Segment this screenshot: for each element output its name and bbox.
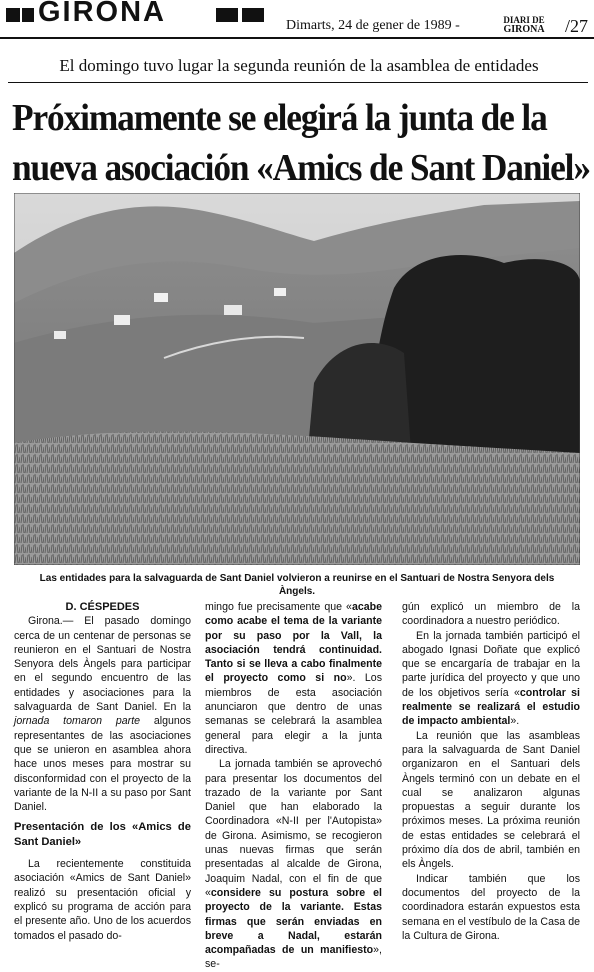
text-run-italic: jornada tomaron parte — [14, 715, 141, 728]
section-marker-square — [22, 8, 34, 22]
article-column-3 — [402, 600, 580, 943]
article-column-1 — [14, 600, 191, 943]
text-run: ». Los miembros de esta asociación anunciaron que dentro de unas semanas se celebrará la asamblea general para elegir a la junta directiva. — [205, 672, 382, 756]
section-marker-block — [216, 8, 238, 22]
section-marker-square — [6, 8, 20, 22]
issue-date: Dimarts, 24 de gener de 1989 - — [286, 18, 460, 33]
kicker-rule — [8, 82, 588, 83]
text-run: En la jornada también participó el abogado Ignasi Doñate que explicó que se encargaría de trabajar en la parte jurídica del proyecto y que uno de los objetivos sería « — [402, 629, 580, 699]
caption-line-2: Àngels. — [278, 586, 316, 597]
caption-line-1: Las entidades para la salvaguarda de Sant Daniel volvieron a reunirse en el Santuari de Nostra Senyora dels — [39, 573, 555, 584]
kicker: El domingo tuvo lugar la segunda reunión de la asamblea de entidades — [59, 56, 539, 75]
headline-line-2: nueva asociación «Amics de Sant Daniel» — [12, 147, 590, 189]
paragraph — [14, 614, 191, 814]
headline-line-1: Próximamente se elegirá la junta de la — [12, 97, 547, 139]
section-title: GIRONA — [38, 0, 166, 28]
text-run-bold: considere su postura sobre el proyecto de la variante. Estas firmas que serán enviadas en breve a Nadal, estarán acompañadas de un manifiesto — [205, 886, 382, 957]
text-run: La jornada también se aprovechó para presentar los documentos del trazado de la variante por Sant Daniel que han elaborado la Coordinadora «N-II per l'Autopista» de Girona. Asimismo, se recogieron unas nuevas firmas que serán presentadas al alcalde de Girona, Joaquim Nadal, con el fin de que « — [205, 758, 382, 899]
subheading: Presentación de los «Amics de Sant Daniel» — [14, 821, 191, 848]
text-run: ». — [510, 715, 520, 728]
header-rule — [0, 37, 594, 39]
byline: D. CÉSPEDES — [65, 601, 140, 613]
paragraph: La recientemente constituida asociación «Amics de Sant Daniel» realizó su presentación oficial y explicó su programa de acción para el presente año. Uno de los acuerdos tomados el pasado do- — [14, 858, 191, 942]
headline — [12, 93, 590, 193]
text-run-bold: acabe como acabe el tema de la variante por su paso por la Vall, la asociación tendrá continuidad. Tanto si se lleva a cabo finalmente el proyecto como si no — [205, 601, 382, 685]
paragraph: gún explicó un miembro de la coordinadora a nuestro periódico. — [402, 601, 580, 628]
photo-caption — [14, 572, 580, 598]
text-run-bold: controlar si realmente se realizará el estudio de impacto ambiental — [402, 686, 580, 728]
text-run: algunos representantes de las asociaciones que se unieron en asamblea ahora hace unos meses para mostrar su disconformidad con el proyecto de la variante de la N-II a su paso por Sant Daniel. — [14, 715, 191, 814]
text-run: mingo fue precisamente que « — [205, 601, 352, 613]
section-marker-block — [242, 8, 264, 22]
paragraph — [205, 600, 382, 757]
text-run: Girona.— El pasado domingo cerca de un centenar de personas se reunieron en el Santuari de Nostra Senyora dels Àngels para participar en el segundo encuentro de las entidades y asociaciones para la salvaguarda de Sant Daniel. En la — [14, 615, 191, 714]
paragraph — [402, 629, 580, 729]
landscape-photo — [14, 193, 580, 565]
logo-line-1: DIARI DE — [503, 15, 545, 25]
paragraph: La reunión que las asambleas para la salvaguarda de Sant Daniel organizaron en el Santuari dels Àngels terminó con un debate en el cual se analizaron algunas propuestas a seguir durante los próximos meses. La próxima reunión de estas entidades se celebrará el próximo día dos de abril, también en els Àngels. — [402, 729, 580, 871]
text-run: », se- — [205, 944, 382, 971]
logo-line-2: GIRONA — [503, 24, 545, 35]
newspaper-logo — [500, 16, 548, 34]
article-column-2 — [205, 600, 382, 972]
page-number: /27 — [565, 16, 589, 36]
paragraph — [205, 757, 382, 971]
paragraph: Indicar también que los documentos del proyecto de la coordinadora estarán expuestos esta semana en el vestíbulo de la Casa de la Cultura de Girona. — [402, 872, 580, 942]
